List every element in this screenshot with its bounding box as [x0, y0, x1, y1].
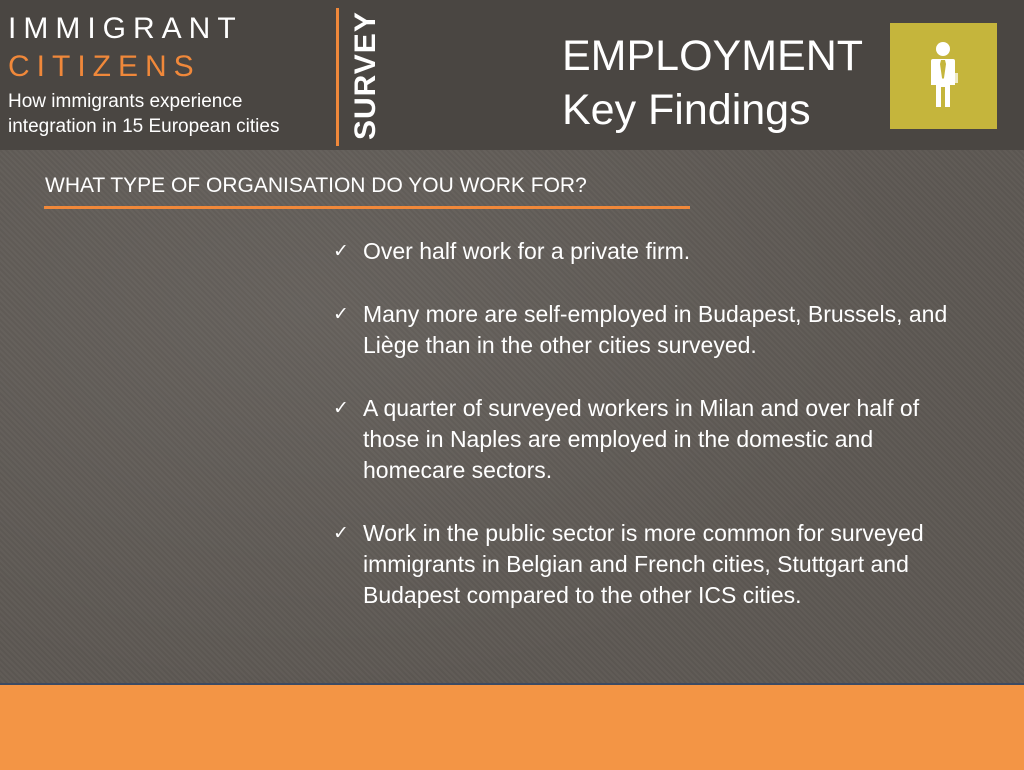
- check-icon: ✓: [333, 303, 349, 325]
- brand-title-line2: CITIZENS: [8, 50, 201, 83]
- survey-vertical-label: SURVEY: [349, 11, 382, 140]
- slide-title-line1: EMPLOYMENT: [562, 32, 864, 80]
- finding-item: [333, 299, 953, 361]
- check-icon: ✓: [333, 522, 349, 544]
- footer-bar: [0, 683, 1024, 770]
- finding-item: [333, 518, 953, 611]
- finding-text: Work in the public sector is more common for surveyed immigrants in Belgian and French cities, Stuttgart and Budapest compared to the other ICS cities.: [363, 520, 924, 608]
- finding-item: [333, 236, 953, 267]
- header-divider: [336, 8, 339, 146]
- person-with-tie-icon-graphic: [890, 23, 997, 129]
- findings-list: [333, 236, 953, 643]
- brand-subtitle-line2: integration in 15 European cities: [8, 116, 280, 137]
- finding-text: Many more are self-employed in Budapest, Brussels, and Liège than in the other cities surveyed.: [363, 301, 948, 358]
- brand-subtitle-line1: How immigrants experience: [8, 91, 243, 112]
- question-underline: [44, 206, 690, 209]
- person-with-tie-icon: [890, 23, 997, 129]
- finding-text: A quarter of surveyed workers in Milan and over half of those in Naples are employed in the domestic and homecare sectors.: [363, 395, 920, 483]
- header-banner: [0, 0, 1024, 150]
- slide-title-line2: Key Findings: [562, 86, 811, 134]
- check-icon: ✓: [333, 240, 349, 262]
- brand-title-line1: IMMIGRANT: [8, 12, 243, 45]
- finding-text: Over half work for a private firm.: [363, 238, 691, 264]
- check-icon: ✓: [333, 397, 349, 419]
- finding-item: [333, 393, 953, 486]
- survey-question-heading: WHAT TYPE OF ORGANISATION DO YOU WORK FOR?: [45, 174, 587, 197]
